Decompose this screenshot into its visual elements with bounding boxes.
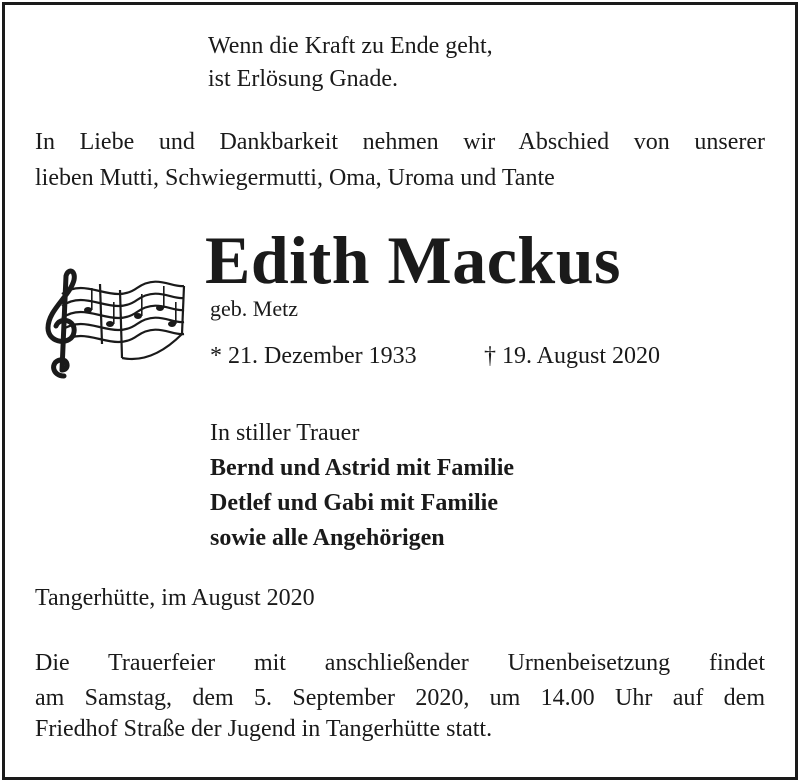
mourners-line-1: Bernd und Astrid mit Familie <box>210 455 515 481</box>
place-date: Tangerhütte, im August 2020 <box>35 585 315 611</box>
mourners-line-3: sowie alle Angehörigen <box>210 525 445 551</box>
deceased-name: Edith Mackus <box>205 222 621 298</box>
verse-line-1: Wenn die Kraft zu Ende geht, <box>208 33 493 59</box>
mourners-line-2: Detlef und Gabi mit Familie <box>210 490 498 516</box>
intro-line-1: In Liebe und Dankbarkeit nehmen wir Abschied von unserer <box>35 129 765 155</box>
death-date: † 19. August 2020 <box>484 343 661 369</box>
intro-line-2: lieben Mutti, Schwiegermutti, Oma, Uroma und Tante <box>35 165 555 191</box>
notice-line-2: am Samstag, dem 5. September 2020, um 14.00 Uhr auf dem <box>35 685 765 711</box>
notice-line-3: Friedhof Straße der Jugend in Tangerhütte statt. <box>35 716 493 742</box>
verse-line-2: ist Erlösung Gnade. <box>208 66 398 92</box>
mourners-heading: In stiller Trauer <box>210 420 360 446</box>
birth-date: * 21. Dezember 1933 <box>210 343 417 369</box>
notice-line-1: Die Trauerfeier mit anschließender Urnenbeisetzung findet <box>35 650 765 676</box>
music-score-clef-icon <box>42 266 190 384</box>
maiden-name: geb. Metz <box>210 296 298 321</box>
